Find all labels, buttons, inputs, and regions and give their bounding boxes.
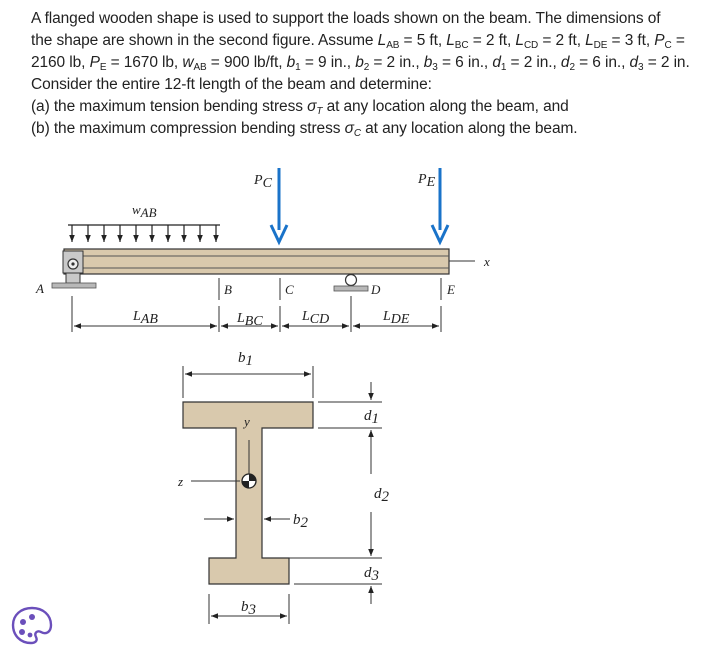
problem-line-3: 2160 lb, $P_E = 1670$ lb, $w_{AB} = 900$ lb/ft, $b_1 = 9$ in., $b_2 = 2$ in., $b_3 = 6$ in., $d_1 = 2$ in., $d_2 = 6$ in., $d_3 = 2$ in.	[31, 54, 690, 73]
cross-section-diagram	[177, 350, 390, 624]
dim-lab-label: LAB	[133, 309, 158, 327]
problem-line-4: Consider the entire 12-ft length of the beam and determine:	[31, 76, 432, 93]
flanged-section	[183, 402, 313, 584]
load-pc-label: PC	[254, 173, 272, 191]
x-axis-label: x	[484, 254, 490, 269]
beam-diagram	[35, 168, 490, 332]
b1-label: b1	[238, 350, 253, 369]
problem-line-5: (a) the maximum tension bending stress $\sigma_T$ at any location along the beam, and	[31, 98, 569, 117]
d2-label: d2	[374, 486, 389, 505]
load-arrow-pc	[271, 168, 287, 242]
point-b-label: B	[224, 282, 232, 297]
point-c-label: C	[285, 282, 294, 297]
dim-lde-label: LDE	[383, 309, 410, 327]
y-axis-label: y	[244, 414, 250, 429]
load-pe-label: PE	[418, 172, 436, 190]
point-d-label: D	[371, 282, 381, 297]
d3-label: d3	[364, 565, 379, 584]
distributed-load	[68, 225, 220, 242]
roller-support-icon	[334, 275, 368, 292]
app-logo-icon[interactable]	[10, 605, 54, 645]
d1-label: d1	[364, 408, 379, 427]
b3-label: b3	[241, 599, 256, 618]
problem-line-2: the shape are shown in the second figure. Assume $L_{AB} = 5$ ft, $L_{BC} = 2$ ft, $L_{CD} = 2$ ft, $L_{DE} = 3$ ft, $P_C$ =	[31, 32, 685, 51]
b2-label: b2	[293, 512, 308, 531]
point-e-label: E	[447, 282, 455, 297]
dist-load-label: wAB	[132, 202, 157, 220]
problem-line-1: A flanged wooden shape is used to support the loads shown on the beam. The dimensions of	[31, 10, 661, 27]
dim-lcd-label: LCD	[302, 309, 330, 327]
point-a-label: A	[36, 281, 44, 296]
dim-lbc-label: LBC	[237, 311, 263, 329]
problem-line-6: (b) the maximum compression bending stress $\sigma_C$ at any location along the beam.	[31, 120, 578, 139]
beam-body	[64, 249, 449, 274]
centroid-icon	[242, 474, 256, 488]
z-axis-label: z	[178, 474, 184, 489]
